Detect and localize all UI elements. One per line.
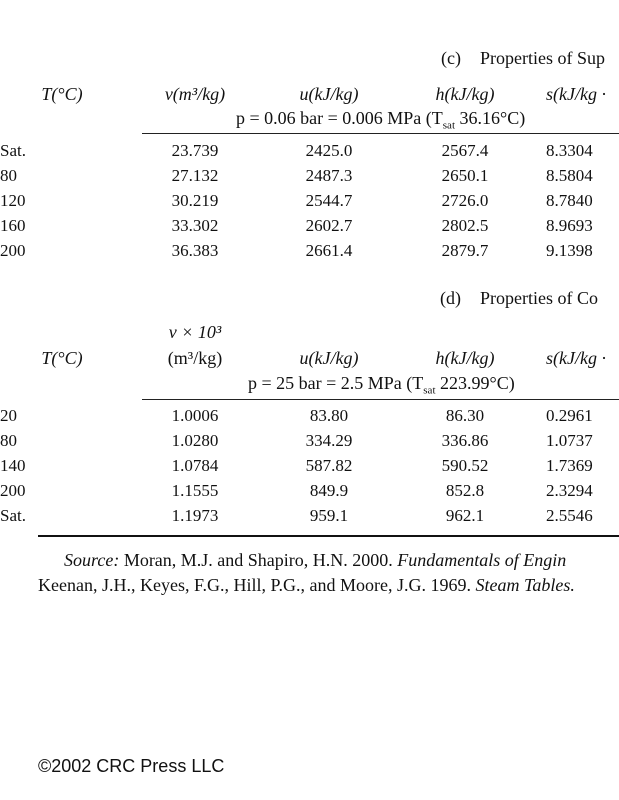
table-d-caption: [440, 288, 598, 309]
table-c-pressure-sub: sat: [442, 119, 456, 132]
table-c-cell-v: 33.302: [171, 216, 219, 235]
source-line1-text: Moran, M.J. and Shapiro, H.N. 2000.: [123, 550, 393, 570]
table-d-cell-h: 336.86: [441, 431, 489, 450]
table-d-caption-text: Properties of Co: [480, 288, 598, 308]
table-d-pressure-text: p = 25 bar = 2.5 MPa (T: [248, 373, 424, 393]
table-c-cell-T: 160: [0, 216, 26, 235]
table-c-cell-s: 8.5804: [546, 166, 593, 185]
table-d-header-h: h(kJ/kg): [435, 348, 495, 368]
table-c-cell-T: Sat.: [0, 141, 26, 160]
table-d-caption-label: (d): [440, 288, 461, 308]
source-line1-title: Fundamentals of Engin: [397, 550, 567, 570]
table-c-cell-T: 200: [0, 241, 26, 260]
table-d-pressure-tail: 223.99°C): [435, 373, 515, 393]
table-d-pressure-line: [248, 373, 515, 397]
table-c-pressure-text: p = 0.06 bar = 0.006 MPa (T: [236, 108, 443, 128]
table-c-header-T: T(°C): [41, 84, 83, 104]
table-d-header-v: (m³/kg): [167, 348, 223, 368]
table-d-cell-T: Sat.: [0, 506, 26, 525]
table-d-cell-u: 83.80: [309, 406, 349, 425]
table-d-header-v-top: v × 10³: [168, 322, 222, 342]
table-d-cell-T: 80: [0, 431, 17, 450]
source-line-2: [38, 575, 575, 596]
table-d-cell-s: 1.7369: [546, 456, 593, 475]
table-d-cell-T: 140: [0, 456, 26, 475]
table-c-cell-s: 8.9693: [546, 216, 593, 235]
table-c-pressure-tail: 36.16°C): [455, 108, 526, 128]
table-c-cell-h: 2879.7: [441, 241, 489, 260]
table-d-cell-v: 1.0006: [171, 406, 219, 425]
table-d-cell-T: 200: [0, 481, 26, 500]
table-c-cell-T: 80: [0, 166, 17, 185]
table-d-cell-s: 2.3294: [546, 481, 593, 500]
copyright: ©2002 CRC Press LLC: [38, 756, 225, 776]
table-c-header-rule: [142, 133, 619, 134]
source-line-1: [64, 550, 566, 571]
table-c-cell-T: 120: [0, 191, 26, 210]
table-c-cell-v: 23.739: [171, 141, 219, 160]
table-c-cell-s: 8.3304: [546, 141, 593, 160]
table-c-cell-v: 27.132: [171, 166, 219, 185]
table-c-pressure-line: [236, 108, 525, 132]
table-c-caption-label: (c): [441, 48, 461, 68]
table-d-cell-u: 334.29: [305, 431, 353, 450]
table-d-cell-u: 959.1: [309, 506, 349, 525]
table-c-header-u: u(kJ/kg): [299, 84, 359, 104]
table-c-cell-u: 2602.7: [305, 216, 353, 235]
table-d-cell-h: 962.1: [445, 506, 485, 525]
table-d-cell-u: 849.9: [309, 481, 349, 500]
table-d-cell-h: 852.8: [445, 481, 485, 500]
table-c-header-h: h(kJ/kg): [435, 84, 495, 104]
table-c-cell-u: 2487.3: [305, 166, 353, 185]
table-d-header-rule: [142, 399, 619, 400]
table-c-header-v: v(m³/kg): [164, 84, 226, 104]
table-c-cell-s: 8.7840: [546, 191, 593, 210]
table-bottom-rule: [38, 535, 619, 537]
table-d-header-s: s(kJ/kg ·: [546, 348, 606, 368]
table-c-cell-h: 2726.0: [441, 191, 489, 210]
source-line2-text: Keenan, J.H., Keyes, F.G., Hill, P.G., and Moore, J.G. 1969.: [38, 575, 472, 595]
table-c-cell-v: 30.219: [171, 191, 219, 210]
table-d-cell-v: 1.1555: [171, 481, 219, 500]
table-c-cell-u: 2425.0: [305, 141, 353, 160]
table-d-cell-v: 1.1973: [171, 506, 219, 525]
table-c-caption-text: Properties of Sup: [479, 48, 605, 68]
table-d-cell-T: 20: [0, 406, 17, 425]
table-d-pressure-sub: sat: [423, 384, 436, 397]
table-d-header-u: u(kJ/kg): [299, 348, 359, 368]
table-c-cell-u: 2544.7: [305, 191, 353, 210]
table-c-cell-u: 2661.4: [305, 241, 353, 260]
table-d-cell-s: 2.5546: [546, 506, 593, 525]
table-d-cell-u: 587.82: [305, 456, 353, 475]
table-d-header-T: T(°C): [41, 348, 83, 368]
source-label: Source:: [64, 550, 120, 570]
table-c-cell-h: 2567.4: [441, 141, 489, 160]
table-d-cell-h: 86.30: [445, 406, 485, 425]
table-c-cell-s: 9.1398: [546, 241, 593, 260]
source-line2-title: Steam Tables.: [475, 575, 575, 595]
table-c-cell-v: 36.383: [171, 241, 219, 260]
table-c-caption: [441, 48, 605, 69]
table-d-cell-v: 1.0784: [171, 456, 219, 475]
table-d-cell-s: 1.0737: [546, 431, 593, 450]
table-c-cell-h: 2802.5: [441, 216, 489, 235]
table-c-cell-h: 2650.1: [441, 166, 489, 185]
table-d-cell-h: 590.52: [441, 456, 489, 475]
table-d-cell-v: 1.0280: [171, 431, 219, 450]
table-c-header-s: s(kJ/kg ·: [546, 84, 606, 104]
table-d-cell-s: 0.2961: [546, 406, 593, 425]
